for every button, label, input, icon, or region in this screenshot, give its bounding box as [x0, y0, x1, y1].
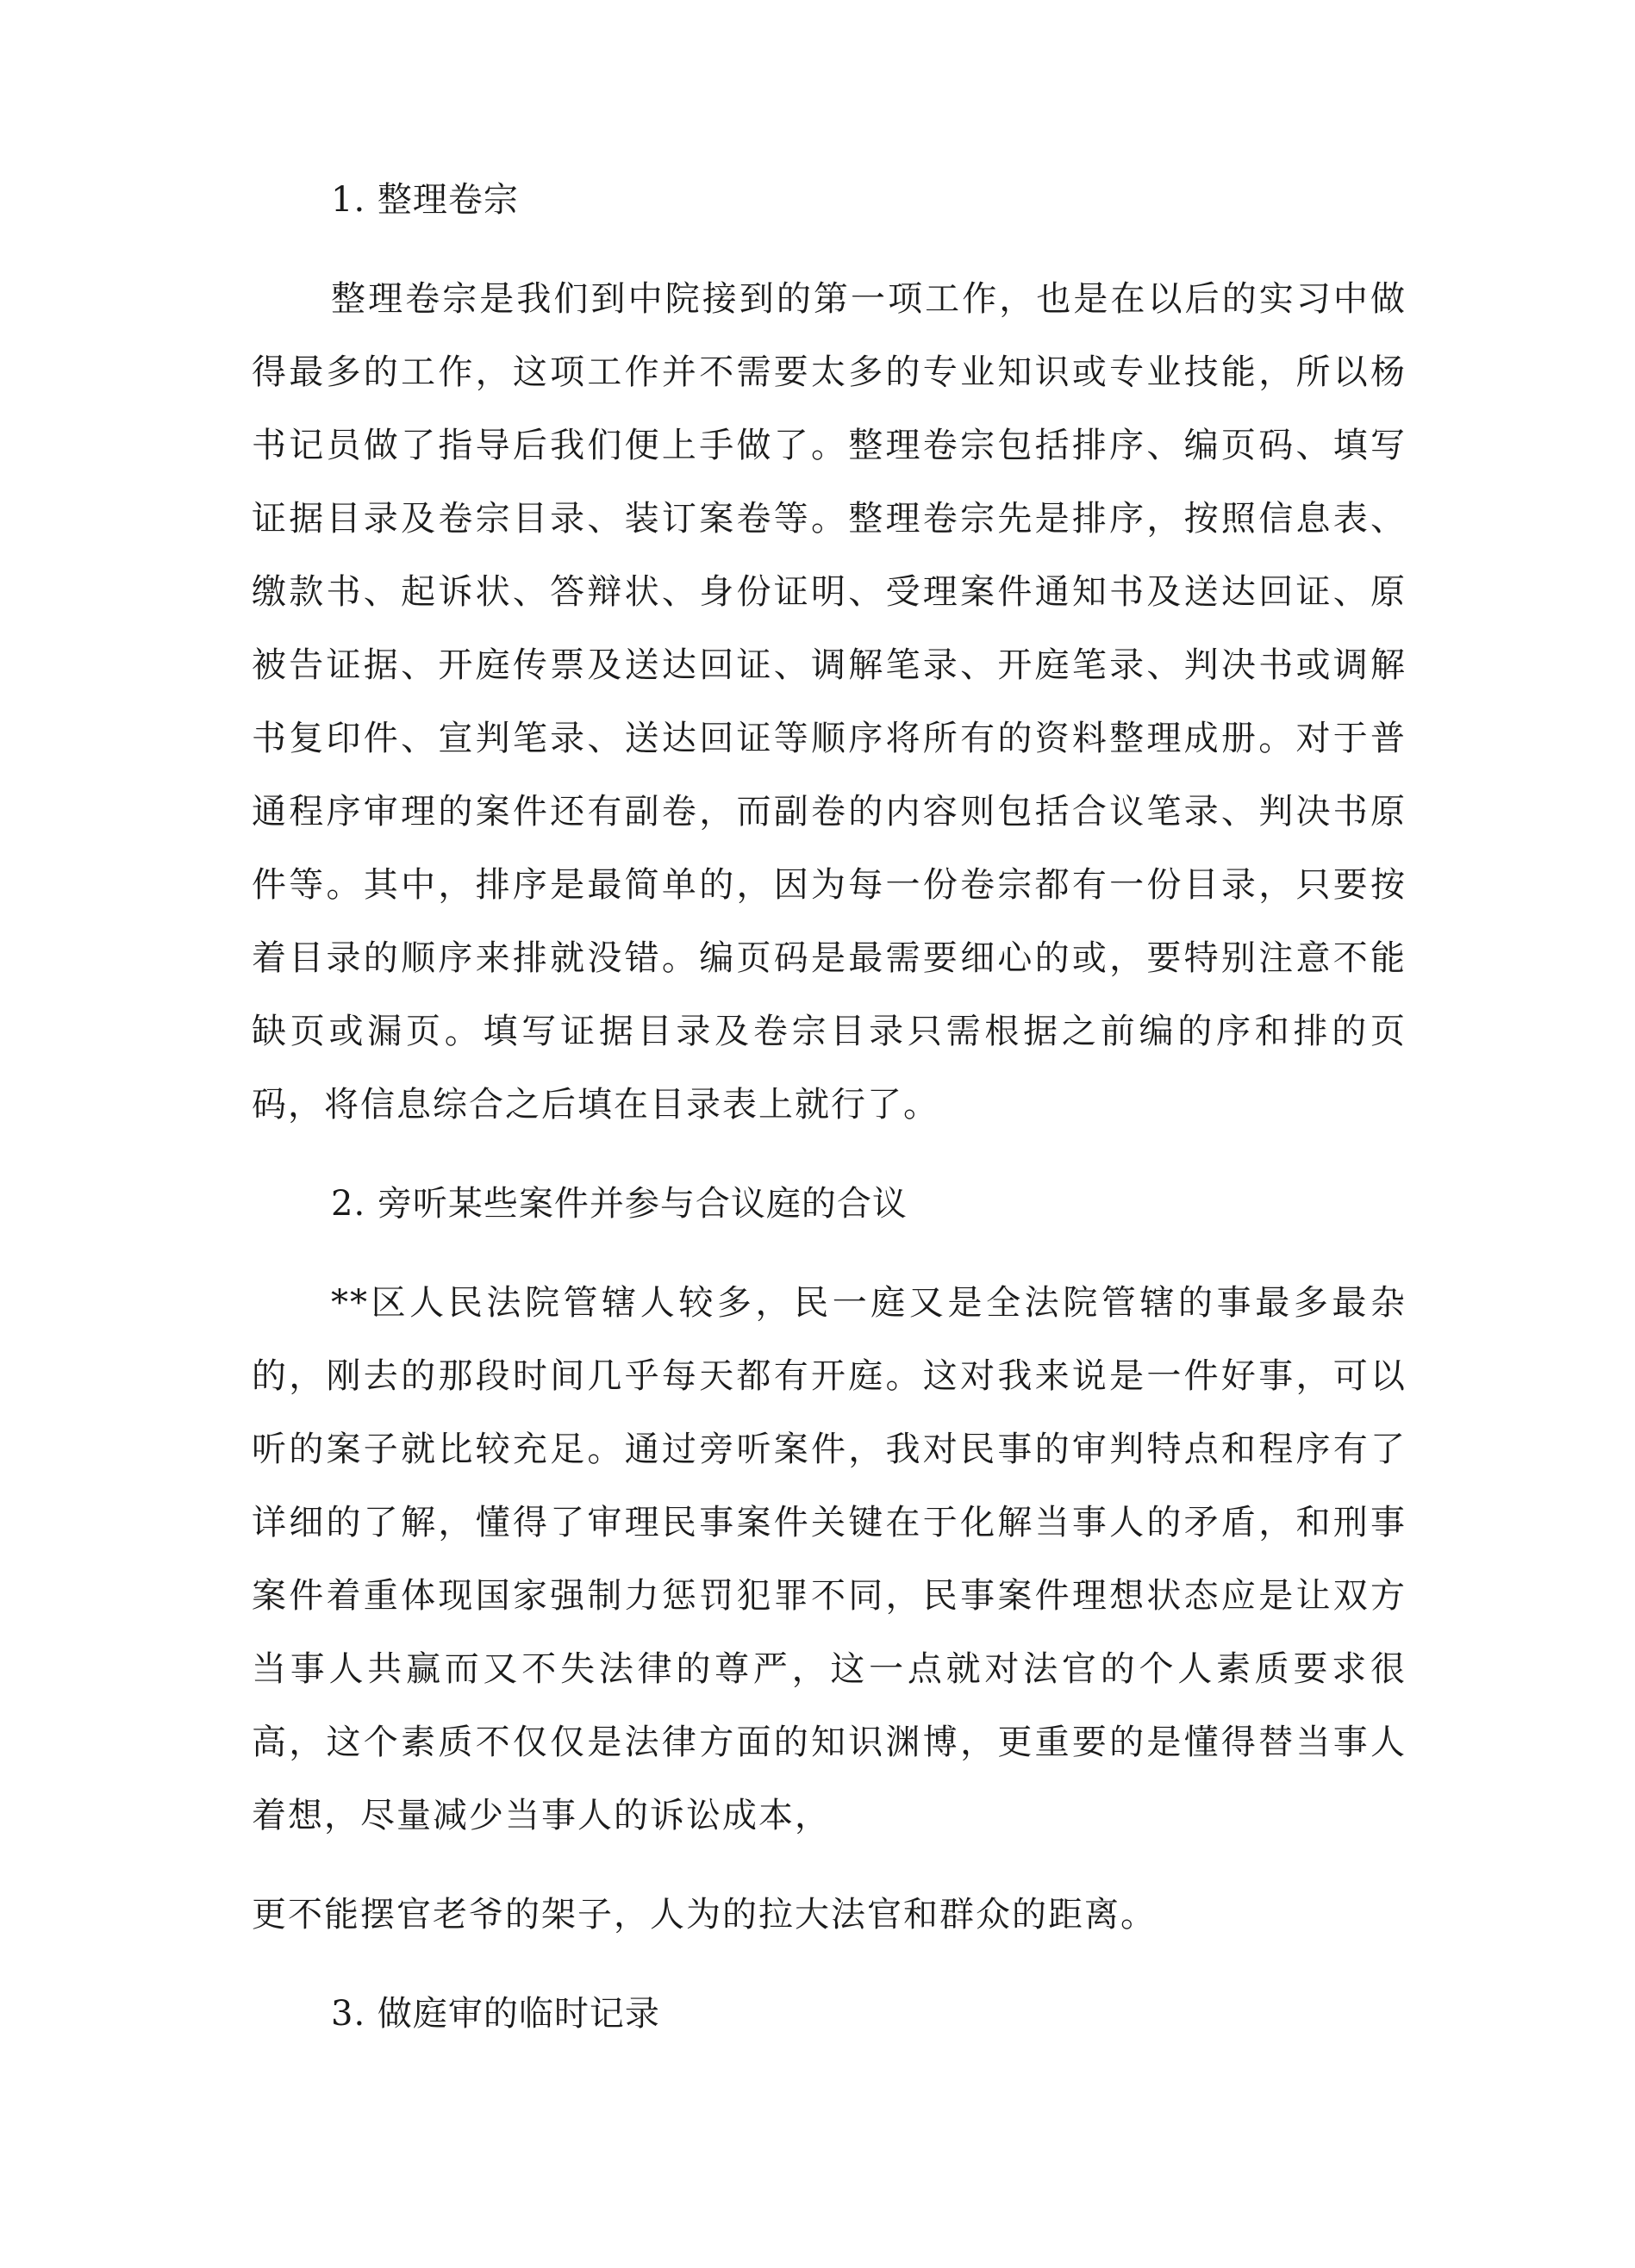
section-1-paragraph: 整理卷宗是我们到中院接到的第一项工作，也是在以后的实习中做得最多的工作，这项工作并不需要太多的专业知识或专业技能，所以杨书记员做了指导后我们便上手做了。整理卷宗包括排序、编页码、填写证据目录及卷宗目录、装订案卷等。整理卷宗先是排序，按照信息表、缴款书、起诉状、答辩状、身份证明、受理案件通知书及送达回证、原被告证据、开庭传票及送达回证、调解笔录、开庭笔录、判决书或调解书复印件、宣判笔录、送达回证等顺序将所有的资料整理成册。对于普通程序审理的案件还有副卷，而副卷的内容则包括合议笔录、判决书原件等。其中，排序是最简单的，因为每一份卷宗都有一份目录，只要按着目录的顺序来排就没错。编页码是最需要细心的或，要特别注意不能缺页或漏页。填写证据目录及卷宗目录只需根据之前编的序和排的页码，将信息综合之后填在目录表上就行了。	[252, 279, 1407, 1125]
document-body	[252, 164, 1407, 2051]
section-heading-2: 2. 旁听某些案件并参与合议庭的合议	[331, 1184, 908, 1224]
section-2-paragraph: **区人民法院管辖人较多，民一庭又是全法院管辖的事最多最杂的，刚去的那段时间几乎每天都有开庭。这对我来说是一件好事，可以听的案子就比较充足。通过旁听案件，我对民事的审判特点和程序有了详细的了解，懂得了审理民事案件关键在于化解当事人的矛盾，和刑事案件着重体现国家强制力惩罚犯罪不同，民事案件理想状态应是让双方当事人共赢而又不失法律的尊严，这一点就对法官的个人素质要求很高，这个素质不仅仅是法律方面的知识渊博，更重要的是懂得替当事人着想，尽量减少当事人的诉讼成本，	[252, 1283, 1407, 1835]
section-2-paragraph-continuation: 更不能摆官老爷的架子，人为的拉大法官和群众的距离。	[252, 1895, 1157, 1935]
section-heading-1: 1. 整理卷宗	[331, 180, 519, 220]
section-heading-3: 3. 做庭审的临时记录	[331, 1994, 660, 2034]
